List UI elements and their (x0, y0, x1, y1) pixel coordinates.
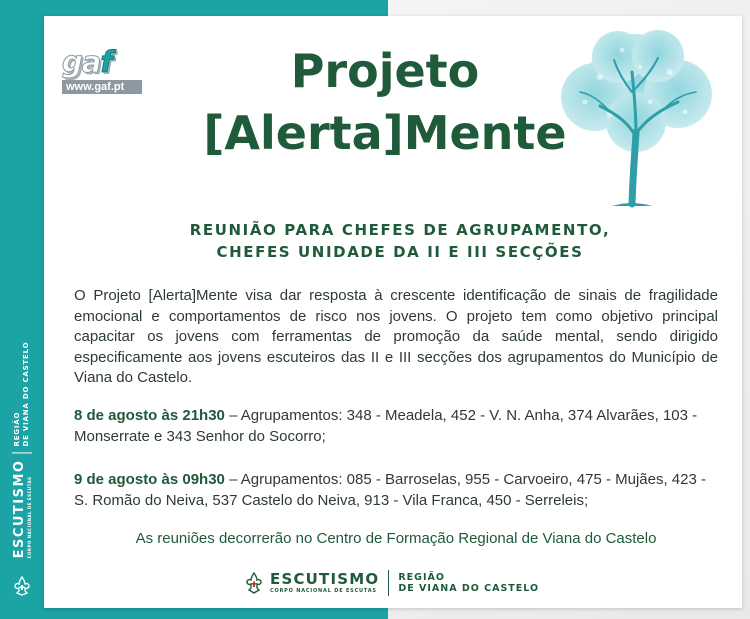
title-line1: Projeto (290, 44, 480, 98)
session-1-date: 8 de agosto às 21h30 (74, 407, 225, 424)
venue-note: As reuniões decorrerão no Centro de Formação Regional de Viana do Castelo (135, 530, 657, 547)
footer-brand-name: ESCUTISMO (270, 570, 380, 588)
session-2 (74, 470, 718, 511)
side-brand-name: ESCUTISMO (11, 459, 27, 559)
scout-emblem-icon (244, 572, 264, 594)
page-title (180, 40, 590, 164)
session-1 (74, 406, 718, 447)
gaf-url: www.gaf.pt (62, 80, 142, 94)
side-logo-divider (12, 453, 32, 454)
footer-logo-divider (388, 570, 389, 596)
session-2-groups: – Agrupamentos: 085 - Barroselas, 955 - Carvoeiro, 475 - Mujães, 423 - S. Romão do Neiva, 537 Castelo do Neiva, 913 - Vila Franca, 450 - Serreleis; (74, 471, 706, 509)
subtitle-line1: REUNIÃO PARA CHEFES DE AGRUPAMENTO, (189, 221, 611, 239)
scout-emblem-icon (12, 576, 32, 596)
side-brand-tagline: CORPO NACIONAL DE ESCUTAS (26, 476, 32, 559)
side-region (13, 342, 31, 447)
gaf-wordmark-f: f (100, 45, 112, 79)
session-2-date: 9 de agosto às 09h30 (74, 471, 225, 488)
intro-paragraph: O Projeto [Alerta]Mente visa dar resposta à crescente identificação de sinais de fragilidade emocional e comportamentos de risco nos jovens. O projeto tem como objetivo principal capacitar os jovens com ferramentas de promoção da saúde mental, sendo dirigido especificamente aos jovens escuteiros das II e III secções dos agrupamentos do Município de Viana do Castelo. (74, 287, 718, 386)
side-region-line2: DE VIANA DO CASTELO (22, 341, 30, 447)
gaf-logo (62, 45, 144, 100)
footer-escutismo-logo (244, 568, 539, 598)
gaf-wordmark: gaf (62, 45, 112, 79)
footer-region-line2: DE VIANA DO CASTELO (398, 583, 540, 594)
footer-brand (270, 572, 379, 594)
footer-region (398, 572, 539, 595)
side-region-line1: REGIÃO (13, 411, 22, 447)
side-brand (13, 460, 32, 559)
tree-icon (540, 22, 730, 212)
side-escutismo-logo (0, 300, 44, 610)
footer-brand-tagline: CORPO NACIONAL DE ESCUTAS (270, 588, 377, 594)
title-line2: [Alerta]Mente (203, 106, 567, 160)
subtitle-line2: CHEFES UNIDADE DA II E III SECÇÕES (216, 243, 584, 261)
subtitle (90, 219, 710, 263)
footer-region-line1: REGIÃO (398, 571, 445, 583)
session-1-groups: – Agrupamentos: 348 - Meadela, 452 - V. N. Anha, 374 Alvarães, 103 - Monserrate e 343 Senhor do Socorro; (74, 407, 698, 445)
